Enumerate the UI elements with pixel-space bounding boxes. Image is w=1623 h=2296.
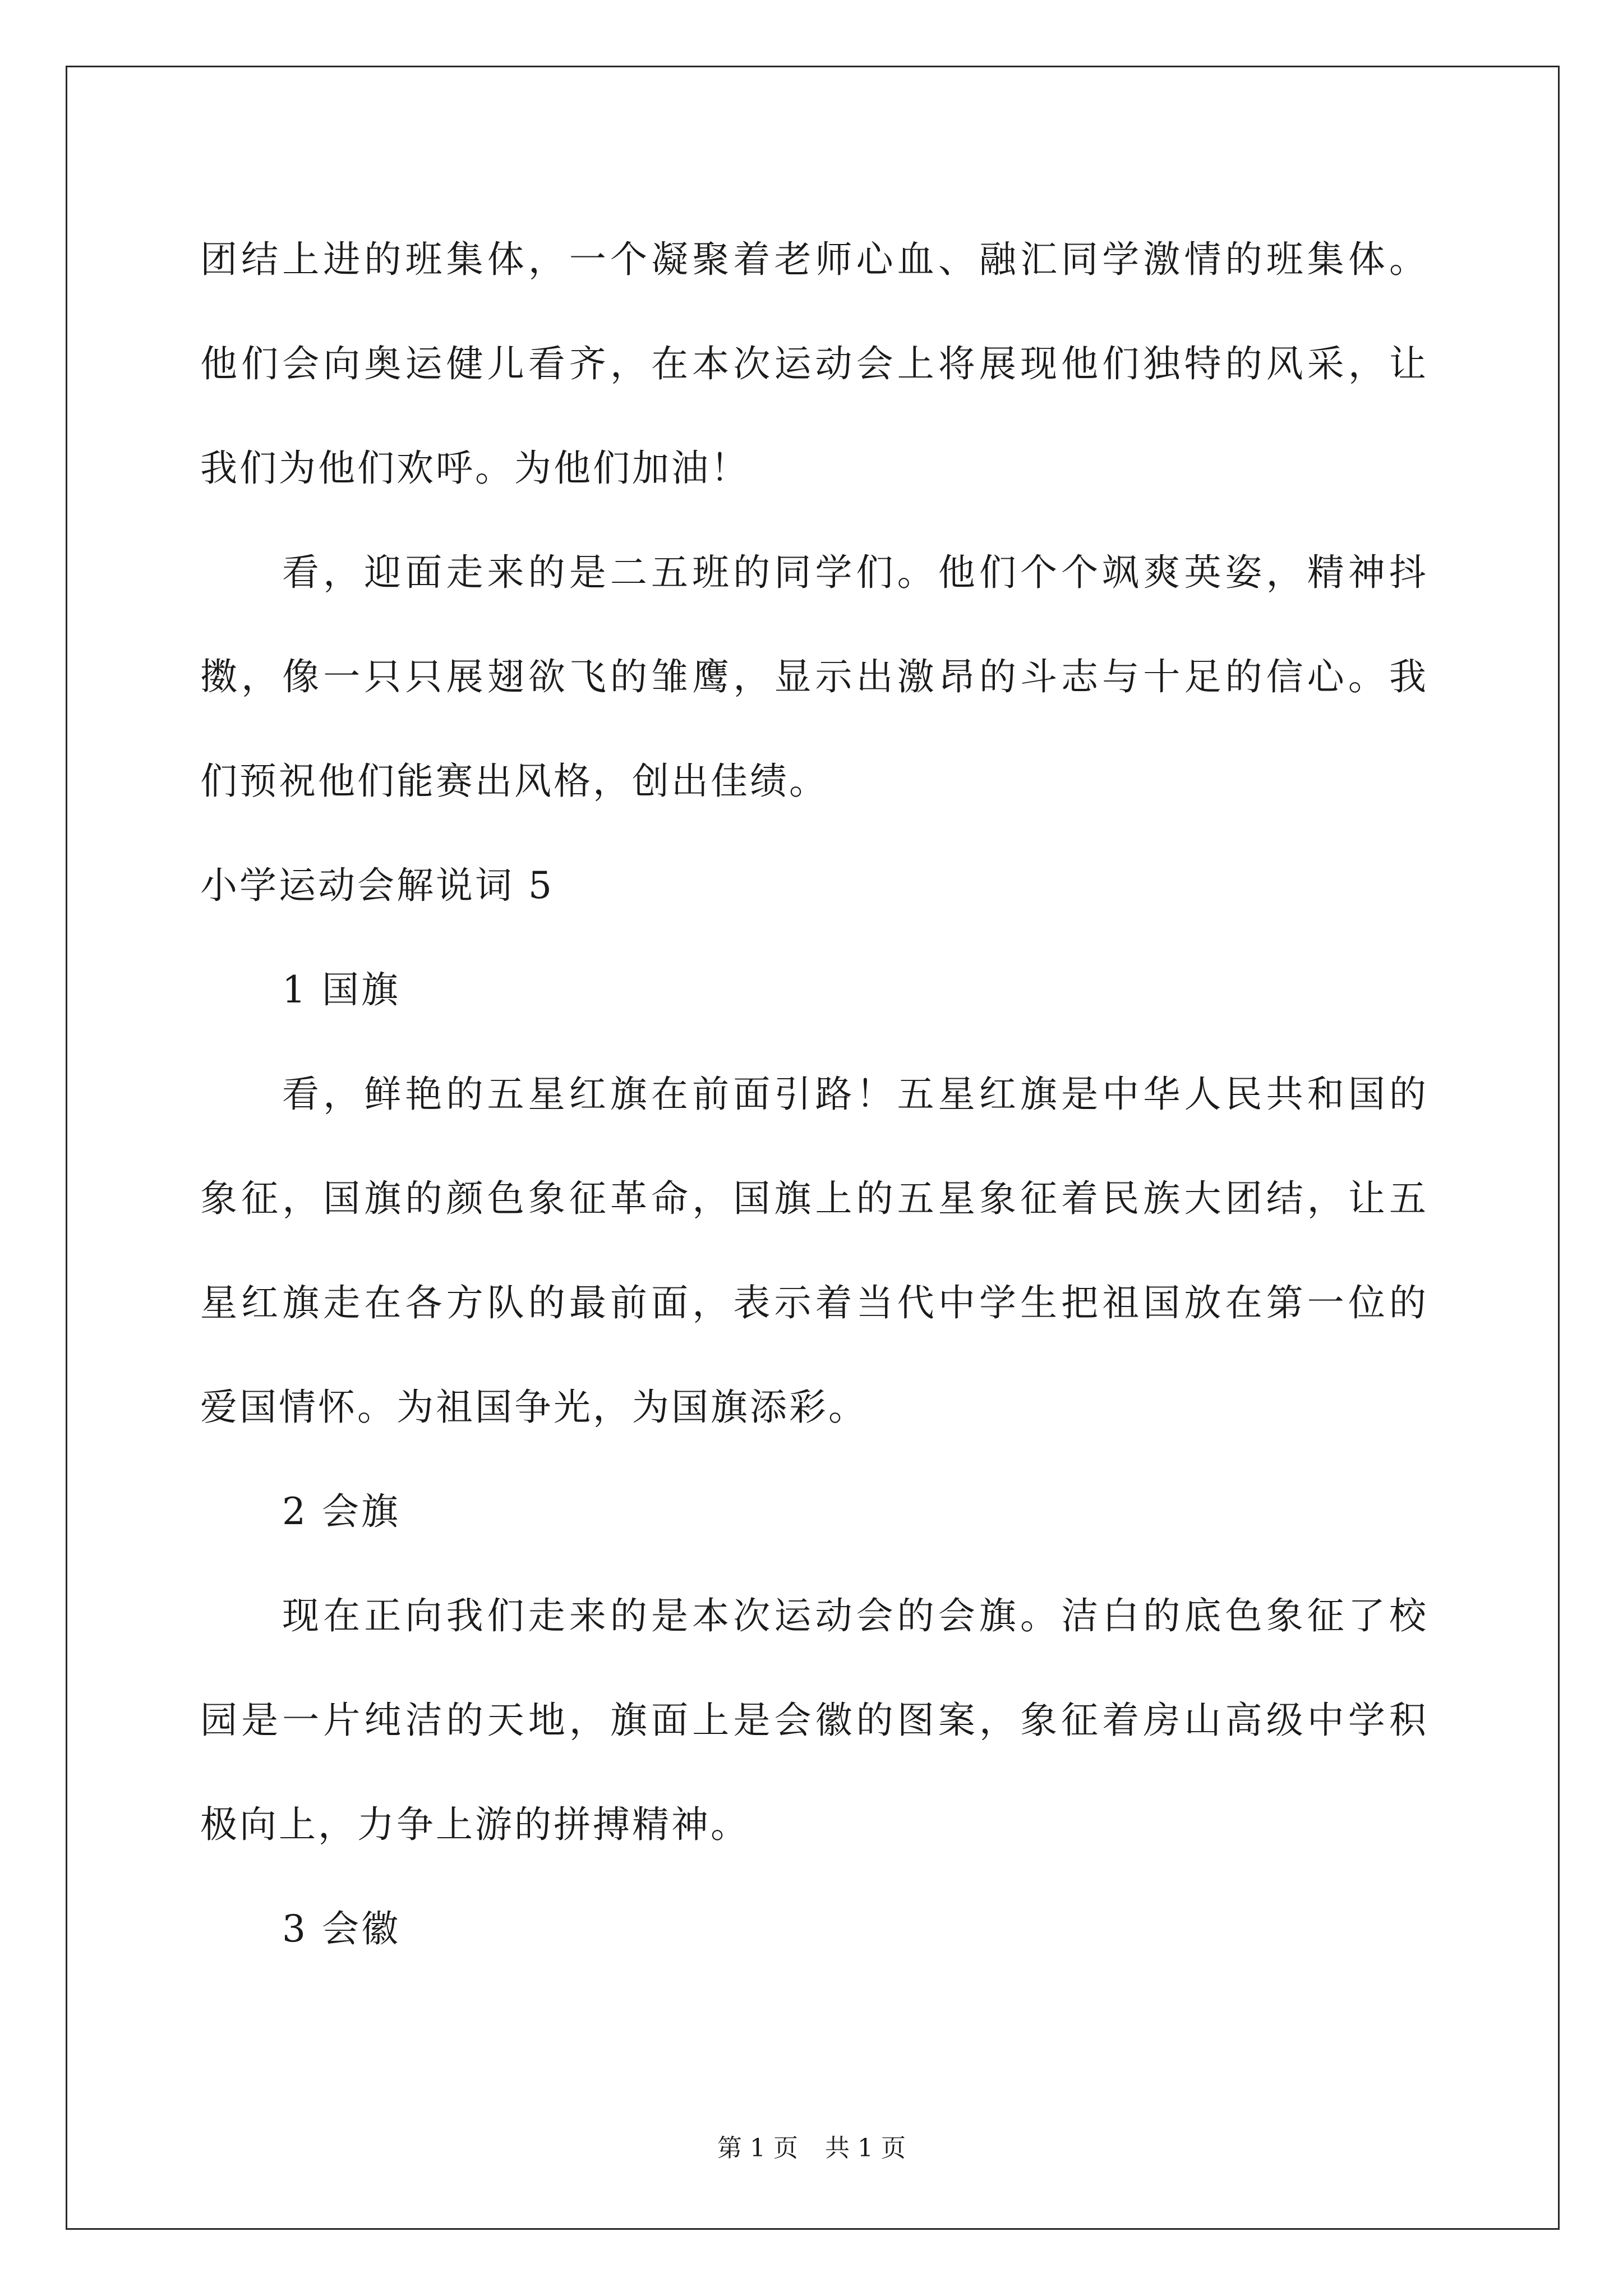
text-line: 极向上，力争上游的拼搏精神。 <box>200 1803 750 1846</box>
page-footer <box>0 2132 1623 2165</box>
text-line: 擞，像一只只展翅欲飞的雏鹰，显示出激昂的斗志与十足的信心。我 <box>200 655 1428 698</box>
subheading-games-flag: 2 会旗 <box>282 1490 400 1533</box>
text-line: 园是一片纯洁的天地，旗面上是会徽的图案，象征着房山高级中学积 <box>200 1699 1428 1742</box>
text-line: 团结上进的班集体，一个凝聚着老师心血、融汇同学激情的班集体。 <box>200 238 1428 281</box>
text-line: 象征，国旗的颜色象征革命，国旗上的五星象征着民族大团结，让五 <box>200 1177 1428 1220</box>
text-line: 爱国情怀。为祖国争光，为国旗添彩。 <box>200 1386 868 1429</box>
document-body <box>200 208 1428 1981</box>
subheading-national-flag: 1 国旗 <box>282 968 400 1011</box>
text-line: 我们为他们欢呼。为他们加油！ <box>200 447 750 490</box>
text-line: 们预祝他们能赛出风格，创出佳绩。 <box>200 760 828 803</box>
text-line: 他们会向奥运健儿看齐，在本次运动会上将展现他们独特的风采，让 <box>200 342 1428 385</box>
page-number: 第 1 页 <box>717 2134 798 2162</box>
paragraph-start: 现在正向我们走来的是本次运动会的会旗。洁白的底色象征了校 <box>282 1594 1428 1637</box>
paragraph-start: 看，鲜艳的五星红旗在前面引路！五星红旗是中华人民共和国的 <box>282 1073 1428 1116</box>
page-total: 共 1 页 <box>825 2134 906 2162</box>
paragraph-start: 看，迎面走来的是二五班的同学们。他们个个飒爽英姿，精神抖 <box>282 551 1428 594</box>
subheading-games-emblem: 3 会徽 <box>282 1907 400 1950</box>
text-line: 星红旗走在各方队的最前面，表示着当代中学生把祖国放在第一位的 <box>200 1281 1428 1324</box>
section-heading: 小学运动会解说词 5 <box>200 864 554 907</box>
